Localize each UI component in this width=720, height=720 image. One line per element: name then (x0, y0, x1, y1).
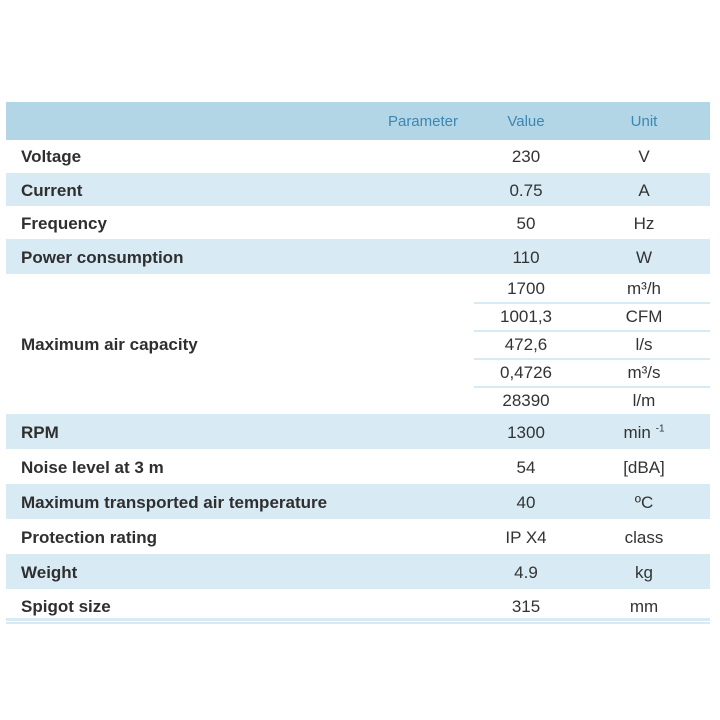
row-value: 54 (474, 450, 578, 485)
air-capacity-parameter: Maximum air capacity (6, 275, 474, 415)
row-unit: W (578, 240, 710, 275)
row-unit: class (578, 520, 710, 555)
header-unit: Unit (578, 102, 710, 140)
table-bottom-rule (6, 618, 710, 621)
air-capacity-unit: m³/s (578, 359, 710, 387)
row-value: IP X4 (474, 520, 578, 555)
row-unit: ºC (578, 485, 710, 520)
row-unit: V (578, 140, 710, 174)
row-unit: [dBA] (578, 450, 710, 485)
row-unit: kg (578, 555, 710, 590)
row-unit: mm (578, 590, 710, 623)
row-value: 230 (474, 140, 578, 174)
row-parameter: Weight (6, 555, 474, 590)
air-capacity-value: 472,6 (474, 331, 578, 359)
header-parameter: Parameter (6, 102, 474, 140)
air-capacity-value: 28390 (474, 387, 578, 415)
rpm-unit-exponent: -1 (655, 422, 665, 434)
table-row (6, 415, 710, 450)
table-row (6, 450, 710, 485)
row-parameter: Frequency (6, 207, 474, 240)
table-row-air-capacity (6, 275, 710, 303)
air-capacity-unit: l/s (578, 331, 710, 359)
row-value: 4.9 (474, 555, 578, 590)
row-parameter: Protection rating (6, 520, 474, 555)
table-row (6, 174, 710, 207)
table-header (6, 102, 710, 140)
row-value: 315 (474, 590, 578, 623)
row-value: 50 (474, 207, 578, 240)
row-value: 1300 (474, 415, 578, 450)
row-value: 0.75 (474, 174, 578, 207)
air-capacity-value: 1700 (474, 275, 578, 303)
table-row (6, 520, 710, 555)
table-row (6, 207, 710, 240)
table-row (6, 140, 710, 174)
row-parameter: RPM (6, 415, 474, 450)
air-capacity-value: 1001,3 (474, 303, 578, 331)
table-row (6, 555, 710, 590)
table-row (6, 485, 710, 520)
row-parameter: Power consumption (6, 240, 474, 275)
header-value: Value (474, 102, 578, 140)
rpm-unit: min (623, 422, 651, 442)
row-parameter: Maximum transported air temperature (6, 485, 474, 520)
spec-table (6, 102, 710, 624)
row-parameter: Current (6, 174, 474, 207)
air-capacity-unit: l/m (578, 387, 710, 415)
air-capacity-unit: m³/h (578, 275, 710, 303)
row-unit: Hz (578, 207, 710, 240)
air-capacity-value: 0,4726 (474, 359, 578, 387)
air-capacity-unit: CFM (578, 303, 710, 331)
row-parameter: Voltage (6, 140, 474, 174)
row-unit (578, 415, 710, 450)
spec-table-container (6, 102, 710, 624)
row-unit: A (578, 174, 710, 207)
table-row (6, 240, 710, 275)
row-value: 40 (474, 485, 578, 520)
row-parameter: Noise level at 3 m (6, 450, 474, 485)
row-parameter: Spigot size (6, 590, 474, 623)
row-value: 110 (474, 240, 578, 275)
